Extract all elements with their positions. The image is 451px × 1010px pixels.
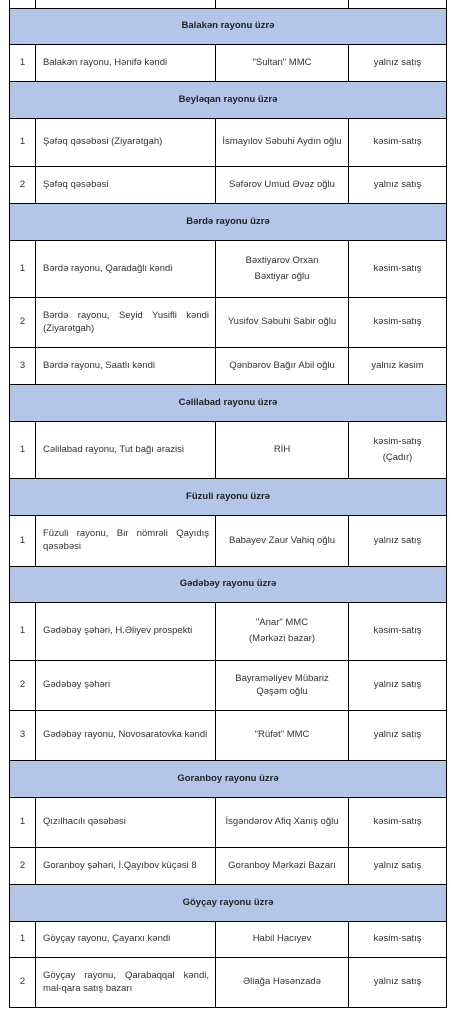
market-table bbox=[9, 0, 447, 1008]
row-owner: Goranboy Mərkəzi Bazarı bbox=[216, 848, 349, 885]
row-owner: "Sultan" MMC bbox=[216, 45, 349, 82]
row-kind: yalnız satış bbox=[349, 958, 447, 1008]
section-title: Göyçay rayonu üzrə bbox=[10, 885, 447, 922]
row-place: Bərdə rayonu, Seyid Yusifli kəndi (Ziyarətgah) bbox=[36, 298, 216, 348]
row-kind: yalnız satış bbox=[349, 45, 447, 82]
row-place: Füzuli rayonu, Bir nömrəli Qayıdış qəsəbəsi bbox=[36, 516, 216, 567]
row-kind-line: (Çadır) bbox=[382, 451, 413, 463]
row-kind-line: kəsim-satış bbox=[373, 435, 422, 447]
row-place: Balakən rayonu, Hənifə kəndi bbox=[36, 45, 216, 82]
section-header-berde bbox=[10, 204, 447, 241]
row-place: Gədəbəy rayonu, Novosaratovka kəndi bbox=[36, 711, 216, 761]
row-kind: kəsim-satış bbox=[349, 603, 447, 661]
row-place: Bərdə rayonu, Qaradağlı kəndi bbox=[36, 241, 216, 298]
row-owner: Səfərov Umud Əvəz oğlu bbox=[216, 167, 349, 204]
row-owner: RİH bbox=[216, 422, 349, 479]
row-number: 1 bbox=[10, 422, 36, 479]
row-place: Qızılhacılı qəsəbəsi bbox=[36, 798, 216, 848]
row-kind: kəsim-satış bbox=[349, 298, 447, 348]
table-row bbox=[10, 422, 447, 479]
section-title: Füzuli rayonu üzrə bbox=[10, 479, 447, 516]
row-number: 1 bbox=[10, 45, 36, 82]
table-row bbox=[10, 119, 447, 167]
row-number: 1 bbox=[10, 516, 36, 567]
row-kind: yalnız satış bbox=[349, 167, 447, 204]
section-header-celilabad bbox=[10, 385, 447, 422]
section-title: Cəlilabad rayonu üzrə bbox=[10, 385, 447, 422]
row-number: 1 bbox=[10, 922, 36, 958]
table-row-partial bbox=[10, 0, 447, 9]
table-row bbox=[10, 958, 447, 1008]
row-owner bbox=[216, 241, 349, 298]
row-place: Göyçay rayonu, Çayarxı kəndi bbox=[36, 922, 216, 958]
section-title: Goranboy rayonu üzrə bbox=[10, 761, 447, 798]
row-owner: Qənbərov Bağır Abil oğlu bbox=[216, 348, 349, 385]
row-owner: "Rüfət" MMC bbox=[216, 711, 349, 761]
row-number: 1 bbox=[10, 798, 36, 848]
section-title: Gədəbəy rayonu üzrə bbox=[10, 567, 447, 603]
table-row bbox=[10, 241, 447, 298]
section-header-balaken bbox=[10, 9, 447, 45]
section-title: Balakən rayonu üzrə bbox=[10, 9, 447, 45]
row-number: 1 bbox=[10, 119, 36, 167]
table-row bbox=[10, 848, 447, 885]
table-row bbox=[10, 516, 447, 567]
row-owner bbox=[216, 603, 349, 661]
row-kind: kəsim-satış bbox=[349, 119, 447, 167]
row-place: Şəfəq qəsəbəsi bbox=[36, 167, 216, 204]
row-kind: kəsim-satış bbox=[349, 798, 447, 848]
section-title: Beyləqan rayonu üzrə bbox=[10, 82, 447, 119]
row-owner: Babayev Zaur Vahiq oğlu bbox=[216, 516, 349, 567]
row-place: Bərdə rayonu, Saatlı kəndi bbox=[36, 348, 216, 385]
row-place: Şəfəq qəsəbəsi (Ziyarətgah) bbox=[36, 119, 216, 167]
row-owner: İsgəndərov Afiq Xanış oğlu bbox=[216, 798, 349, 848]
row-place: Gədəbəy şəhəri, H.Əliyev prospekti bbox=[36, 603, 216, 661]
table-row bbox=[10, 711, 447, 761]
row-kind: yalnız satış bbox=[349, 661, 447, 711]
row-owner: Bayraməliyev Mübariz Qəşəm oğlu bbox=[216, 661, 349, 711]
row-owner: Əliağa Həsənzadə bbox=[216, 958, 349, 1008]
table-row bbox=[10, 348, 447, 385]
row-number: 1 bbox=[10, 241, 36, 298]
section-title: Bərdə rayonu üzrə bbox=[10, 204, 447, 241]
row-kind: yalnız satış bbox=[349, 848, 447, 885]
row-number: 2 bbox=[10, 958, 36, 1008]
row-number: 2 bbox=[10, 298, 36, 348]
row-kind: kəsim-satış bbox=[349, 922, 447, 958]
row-number: 1 bbox=[10, 603, 36, 661]
row-place: Göyçay rayonu, Qarabaqqal kəndi, mal-qara satış bazarı bbox=[36, 958, 216, 1008]
row-number: 3 bbox=[10, 348, 36, 385]
row-owner: İsmayılov Səbuhi Aydın oğlu bbox=[216, 119, 349, 167]
row-place: Goranboy şəhəri, İ.Qayıbov küçəsi 8 bbox=[36, 848, 216, 885]
table-row bbox=[10, 298, 447, 348]
table-row bbox=[10, 922, 447, 958]
table-row bbox=[10, 45, 447, 82]
row-number: 2 bbox=[10, 167, 36, 204]
row-kind: yalnız kəsim bbox=[349, 348, 447, 385]
row-number: 2 bbox=[10, 848, 36, 885]
section-header-goycay bbox=[10, 885, 447, 922]
section-header-fuzuli bbox=[10, 479, 447, 516]
section-header-goranboy bbox=[10, 761, 447, 798]
row-number: 2 bbox=[10, 661, 36, 711]
row-owner-line: (Mərkəzi bazar) bbox=[249, 633, 315, 644]
row-kind: yalnız satış bbox=[349, 711, 447, 761]
table-row bbox=[10, 798, 447, 848]
row-owner-line: "Anar" MMC bbox=[255, 617, 309, 629]
section-header-gedebey bbox=[10, 567, 447, 603]
row-owner-line: Bəxtiyar oğlu bbox=[254, 270, 310, 282]
row-place: Gədəbəy şəhəri bbox=[36, 661, 216, 711]
row-number: 3 bbox=[10, 711, 36, 761]
table-row bbox=[10, 167, 447, 204]
row-owner-line: Bəxtiyarov Orxan bbox=[245, 254, 319, 266]
row-owner: Yusifov Səbuhi Sabir oğlu bbox=[216, 298, 349, 348]
row-kind: yalnız satış bbox=[349, 516, 447, 567]
row-kind bbox=[349, 422, 447, 479]
row-owner: Habil Hacıyev bbox=[216, 922, 349, 958]
table-row bbox=[10, 603, 447, 661]
row-kind: kəsim-satış bbox=[349, 241, 447, 298]
table-row bbox=[10, 661, 447, 711]
section-header-beyleqan bbox=[10, 82, 447, 119]
row-place: Cəlilabad rayonu, Tut bağı ərazisi bbox=[36, 422, 216, 479]
